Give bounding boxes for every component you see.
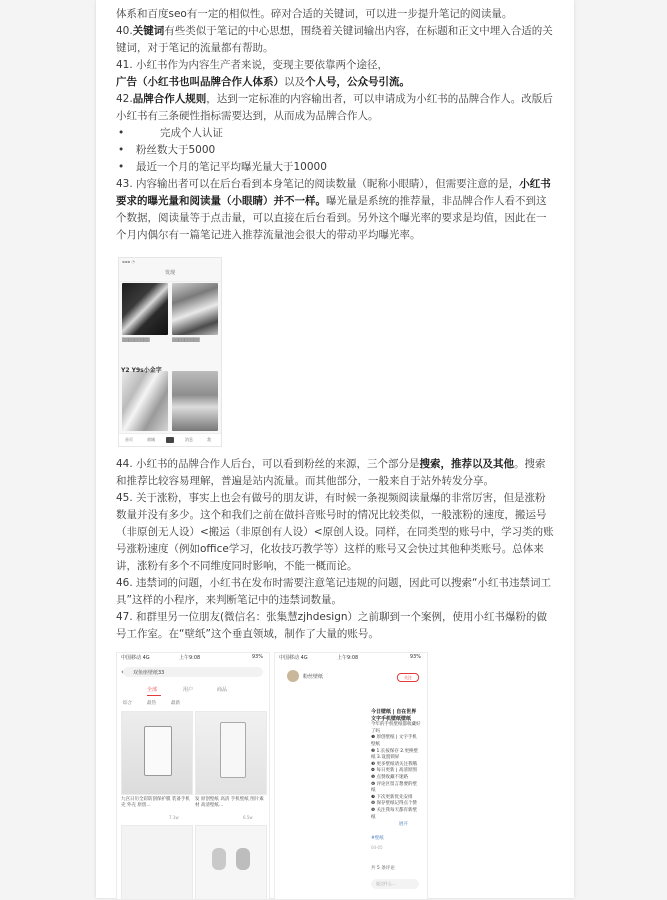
tab-home[interactable]: 首页 xyxy=(125,437,133,442)
paragraph-43 xyxy=(116,176,556,244)
paragraph-45: 45. 关于涨粉，事实上也会有做号的朋友讲，有时候一条视频阅读量爆的非常厉害，但是涨粉数量并没有多少。这个和我们之前在做抖音账号时的情况比较类似，一般涨粉的速度，搬运号（非原创无人设）<搬运（非原创有人设）<原创人设。同样，在同类型的账号中，学习类的账号涨粉速度（例如office学习，化妆技巧教学等）这样的账号又会快过其他种类账号。总体来讲，涨粉有多个不同维度同时影响，不能一概而论。 xyxy=(116,492,554,572)
paragraph-text: 。搜索和推荐比较容易理解，普遍是站内流量。而其他部分，一般来自于站外转发分享。 xyxy=(116,458,546,487)
result-card-title: 九宫日历全彩防刮保护膜 装备手机壳 外壳 原创... xyxy=(121,797,190,808)
comment-placeholder: 说点什么... xyxy=(376,881,396,886)
article-text-top xyxy=(116,6,556,244)
paragraph-text: 有些类似于笔记的中心思想，围绕着关键词输出内容，在标题和正文中埋入合适的关键词，对于笔记的流量都有帮助。 xyxy=(116,25,553,54)
comment-input[interactable] xyxy=(371,879,419,889)
result-card-image[interactable] xyxy=(195,711,267,795)
battery-label: 93% xyxy=(409,654,421,660)
post-date: 04-05 xyxy=(371,845,383,850)
tab-me[interactable]: 我 xyxy=(207,437,211,442)
note-line: ❺ 点赞收藏不迷路 xyxy=(371,774,408,780)
bold-text: 搜索，推荐以及其他 xyxy=(419,458,515,470)
tab-mall[interactable]: 商城 xyxy=(147,437,155,442)
search-input[interactable] xyxy=(123,667,263,677)
paragraph-40 xyxy=(116,23,556,57)
active-tab-indicator xyxy=(147,695,161,696)
document-page xyxy=(96,0,574,898)
author-avatar[interactable] xyxy=(287,670,299,682)
result-card-title: 发 原创壁纸 高清 手机壁纸 图片素材 高清壁纸... xyxy=(195,797,264,808)
paragraph-number: 40. xyxy=(116,25,133,37)
paragraph-text: 以及 xyxy=(284,76,305,88)
carrier-label: 中国移动 4G xyxy=(279,655,308,661)
comment-count: 共 5 条评论 xyxy=(371,866,395,871)
time-label: 上午9:08 xyxy=(179,655,201,661)
time-label: 上午9:08 xyxy=(337,655,359,661)
note-line: ❷ 1.长按保存 2.更换壁纸 3.设置锁屏 xyxy=(371,748,418,761)
back-icon[interactable]: ‹ xyxy=(121,668,124,676)
tab-users[interactable]: 用户 xyxy=(183,687,194,693)
status-bar xyxy=(117,653,269,666)
bullet-item: • 完成个人认证 xyxy=(116,125,556,142)
note-line: ❽ 保存壁纸记得点个赞 xyxy=(371,801,417,807)
paragraph-42 xyxy=(116,91,556,125)
filter-default[interactable]: 综合 xyxy=(123,701,132,706)
paragraph-text: 43. 内容输出者可以在后台看到本身笔记的阅读数量（昵称小眼睛），但需要注意的是， xyxy=(116,178,520,190)
feed-caption: ▒▒▒▒▒▒▒▒▒ xyxy=(172,337,200,342)
feed-image xyxy=(172,283,218,335)
note-line: ❶ 原创壁纸 | 文字手机壁纸 xyxy=(371,735,417,747)
paragraph-41 xyxy=(116,57,556,91)
paragraph-47: 47. 和群里另一位朋友(微信名：张集慧zjhdesign）之前聊到一个案例，使用小红书爆粉的做号工作室。在“壁纸”这个垂直领域，制作了大量的账号。 xyxy=(116,611,548,640)
paragraph-39-tail: 体系和百度seo有一定的相似性。碎对合适的关键词，可以进一步提升笔记的阅读量。 xyxy=(116,8,513,20)
feed-image xyxy=(122,283,168,335)
author-name[interactable]: 粉丝壁纸 xyxy=(303,674,324,680)
note-line: ❾ 关注我每天都有新壁纸 xyxy=(371,807,417,820)
feed-caption: ▒▒▒▒▒▒▒▒▒ xyxy=(122,337,150,342)
note-title: 今日壁纸 | 自在世界文字手机壁纸壁纸 xyxy=(371,709,417,722)
paragraph-text: ，达到一定标准的内容输出者，可以申请成为小红书的品牌合作人。改版后小红书有三条硬性指标需要达到，从而成为品牌合作人。 xyxy=(116,93,553,122)
bold-text: 个人号，公众号引流。 xyxy=(305,76,410,88)
screenshot-search-results xyxy=(116,652,270,900)
feed-image xyxy=(172,371,218,431)
bold-keyword: 关键词 xyxy=(132,25,165,37)
feed-header: 发现 xyxy=(119,269,221,282)
tab-products[interactable]: 商品 xyxy=(217,687,228,693)
battery-label: 93% xyxy=(251,654,263,660)
note-body xyxy=(371,709,421,821)
result-tabs xyxy=(117,684,269,696)
carrier-label: 中国移动 4G xyxy=(121,655,150,661)
paragraph-number: 42. xyxy=(116,93,133,105)
bottom-tab-bar[interactable] xyxy=(119,433,221,446)
expand-link[interactable]: 展开 xyxy=(399,822,408,827)
screenshot-discover-feed xyxy=(118,257,222,447)
bold-text: 广告（小红书也叫品牌合作人体系） xyxy=(116,76,284,88)
bullet-item: • 最近一个月的笔记平均曝光量大于10000 xyxy=(116,159,556,176)
feed-image xyxy=(122,371,168,431)
bullet-item: • 粉丝数大于5000 xyxy=(116,142,556,159)
note-line: ❸ 更多壁纸请关注我哦 xyxy=(371,761,417,767)
screenshot-note-detail xyxy=(274,652,428,900)
article-text-bottom xyxy=(116,456,556,643)
status-bar xyxy=(275,653,427,666)
publish-plus-button[interactable] xyxy=(166,437,174,443)
search-query: 双鱼座壁纸33 xyxy=(133,670,165,676)
filter-hot[interactable]: 最热 xyxy=(147,701,156,706)
paragraph-text: 44. 小红书的品牌合作人后台，可以看到粉丝的来源，三个部分是 xyxy=(116,458,420,470)
note-line: ❼ 下次更新优先安排 xyxy=(371,794,413,800)
hashtag-link[interactable]: #壁纸 xyxy=(371,836,384,841)
note-line: ❻ 评论区留言想要的壁纸 xyxy=(371,781,417,794)
tab-all[interactable]: 全部 xyxy=(147,687,158,693)
feed-caption-large: Y2 Y9s小金字 xyxy=(121,367,162,374)
like-count: 6.5w xyxy=(243,815,253,820)
bold-text: 品牌合作人规则 xyxy=(132,93,207,105)
follow-button[interactable]: 关注 xyxy=(397,673,419,682)
bold-text: 小红书要求的曝光量和阅读量（小眼睛）并不一样。 xyxy=(116,178,551,207)
paragraph-text: 曝光量是系统的推荐量，非品牌合作人看不到这个数据，阅读量等于点击量，可以直接在后台看到。另外这个曝光率的要求是均值，因此在一个月内偶尔有一篇笔记进入推荐流量池会很大的带动平均曝光率。 xyxy=(116,195,547,241)
note-line: 今年的手机壁纸都收藏好了吗 xyxy=(371,722,421,734)
result-card-image[interactable] xyxy=(121,825,193,900)
note-line: ❹ 每日更新 | 高清原图 xyxy=(371,768,417,774)
paragraph-text: 41. 小红书作为内容生产者来说，变现主要依靠两个途径， xyxy=(116,59,389,71)
status-bar: ▪▪▪ ◔ xyxy=(122,259,135,264)
paragraph-44 xyxy=(116,456,556,490)
paragraph-46: 46. 违禁词的问题，小红书在发布时需要注意笔记违规的问题，因此可以搜索“小红书违禁词工具”这样的小程序，来判断笔记中的违禁词数量。 xyxy=(116,577,551,606)
like-count: 7.1w xyxy=(169,815,179,820)
filter-new[interactable]: 最新 xyxy=(171,701,180,706)
tab-messages[interactable]: 消息 xyxy=(185,437,193,442)
result-card-image[interactable] xyxy=(121,711,193,795)
result-card-image[interactable] xyxy=(195,825,267,900)
